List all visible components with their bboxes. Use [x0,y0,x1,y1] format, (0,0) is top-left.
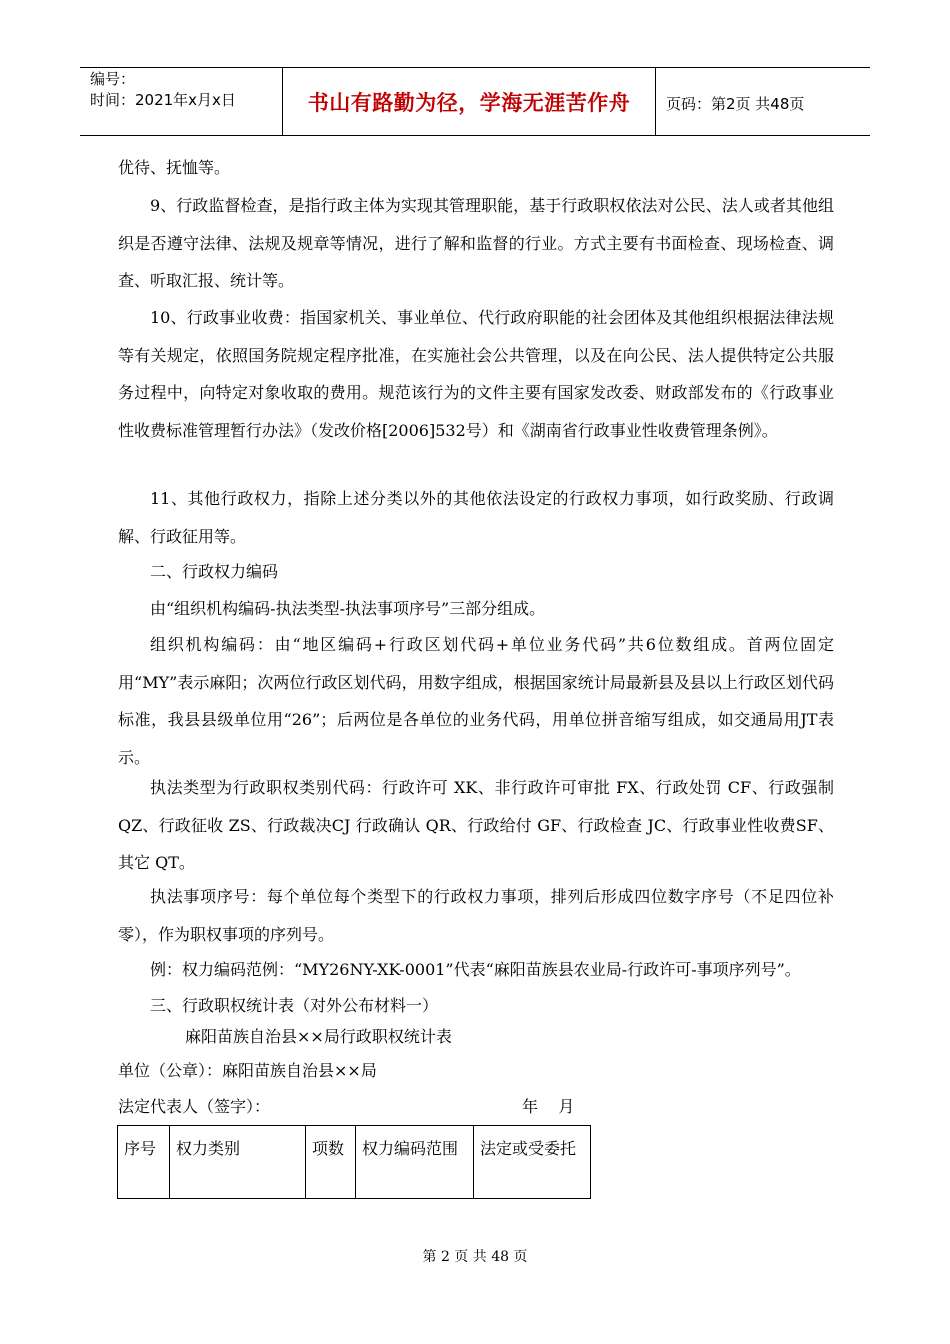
paragraph-code-intro: 由“组织机构编码-执法类型-执法事项序号”三部分组成。 [150,599,546,618]
paragraph-org-code: 组织机构编码：由“地区编码+行政区划代码+单位业务代码”共6位数组成。首两位固定用“MY”表示麻阳；次两位行政区划代码，用数字组成，根据国家统计局最新县及县以上行政区划代码标准，我县县级单位用“26”；后两位是各单位的业务代码，用单位拼音缩写组成，如交通局用JT表示。 [118,635,834,767]
paragraph-item-11: 11、其他行政权力，指除上述分类以外的其他依法设定的行政权力事项，如行政奖励、行政调解、行政征用等。 [118,489,834,546]
paragraph-item-sequence: 执法事项序号：每个单位每个类型下的行政权力事项，排列后形成四位数字序号（不足四位补零），作为职权事项的序列号。 [118,887,834,944]
paragraph-example: 例：权力编码范例：“MY26NY-XK-0001”代表“麻阳苗族县农业局-行政许可-事项序列号”。 [150,960,801,979]
paragraph-item-10: 10、行政事业收费：指国家机关、事业单位、代行政府职能的社会团体及其他组织根据法律法规等有关规定，依照国务院规定程序批准，在实施社会公共管理，以及在向公民、法人提供特定公共服务过程中，向特定对象收取的费用。规范该行为的文件主要有国家发改委、财政部发布的《行政事业性收费标准管理暂行办法》（发改价格[2006]532号）和《湖南省行政事业性收费管理条例》。 [118,308,834,440]
header-cell-legal: 法定或受委托 [474,1126,591,1199]
header-cell-category: 权力类别 [170,1126,306,1199]
header-page-info: 页码：第2页 共48页 [666,95,805,113]
header-cell-seq: 序号 [118,1126,170,1199]
header-left [90,69,236,111]
paragraph-enforcement-type: 执法类型为行政职权类别代码：行政许可 XK、非行政许可审批 FX、行政处罚 CF、行政强制QZ、行政征收 ZS、行政裁决CJ 行政确认 QR、行政给付 GF、行政检查 JC、行政事业性收费SF、其它 QT。 [118,778,834,872]
header-cell-code-range: 权力编码范围 [356,1126,474,1199]
header-cell-count: 项数 [306,1126,356,1199]
section-heading-2: 二、行政权力编码 [150,562,279,581]
paragraph-item-9: 9、行政监督检查，是指行政主体为实现其管理职能，基于行政职权依法对公民、法人或者其他组织是否遵守法律、法规及规章等情况，进行了解和监督的行业。方式主要有书面检查、现场检查、调查、听取汇报、统计等。 [118,196,834,290]
table-header-row [118,1126,591,1199]
time-label: 时间：2021年x月x日 [90,91,236,109]
header-motto-box [282,67,656,136]
date-line: 年 月 [522,1097,575,1116]
number-label: 编号： [90,70,136,88]
motto: 书山有路勤为径，学海无涯苦作舟 [307,90,631,115]
authority-statistics-table [117,1125,591,1199]
table-title: 麻阳苗族自治县××局行政职权统计表 [185,1027,452,1046]
paragraph-continuation: 优待、抚恤等。 [118,158,231,177]
section-heading-3: 三、行政职权统计表（对外公布材料一） [150,996,439,1015]
representative-line: 法定代表人（签字）： [118,1097,271,1116]
page-footer: 第 2 页 共 48 页 [422,1249,528,1265]
unit-line: 单位（公章）：麻阳苗族自治县××局 [118,1061,377,1080]
